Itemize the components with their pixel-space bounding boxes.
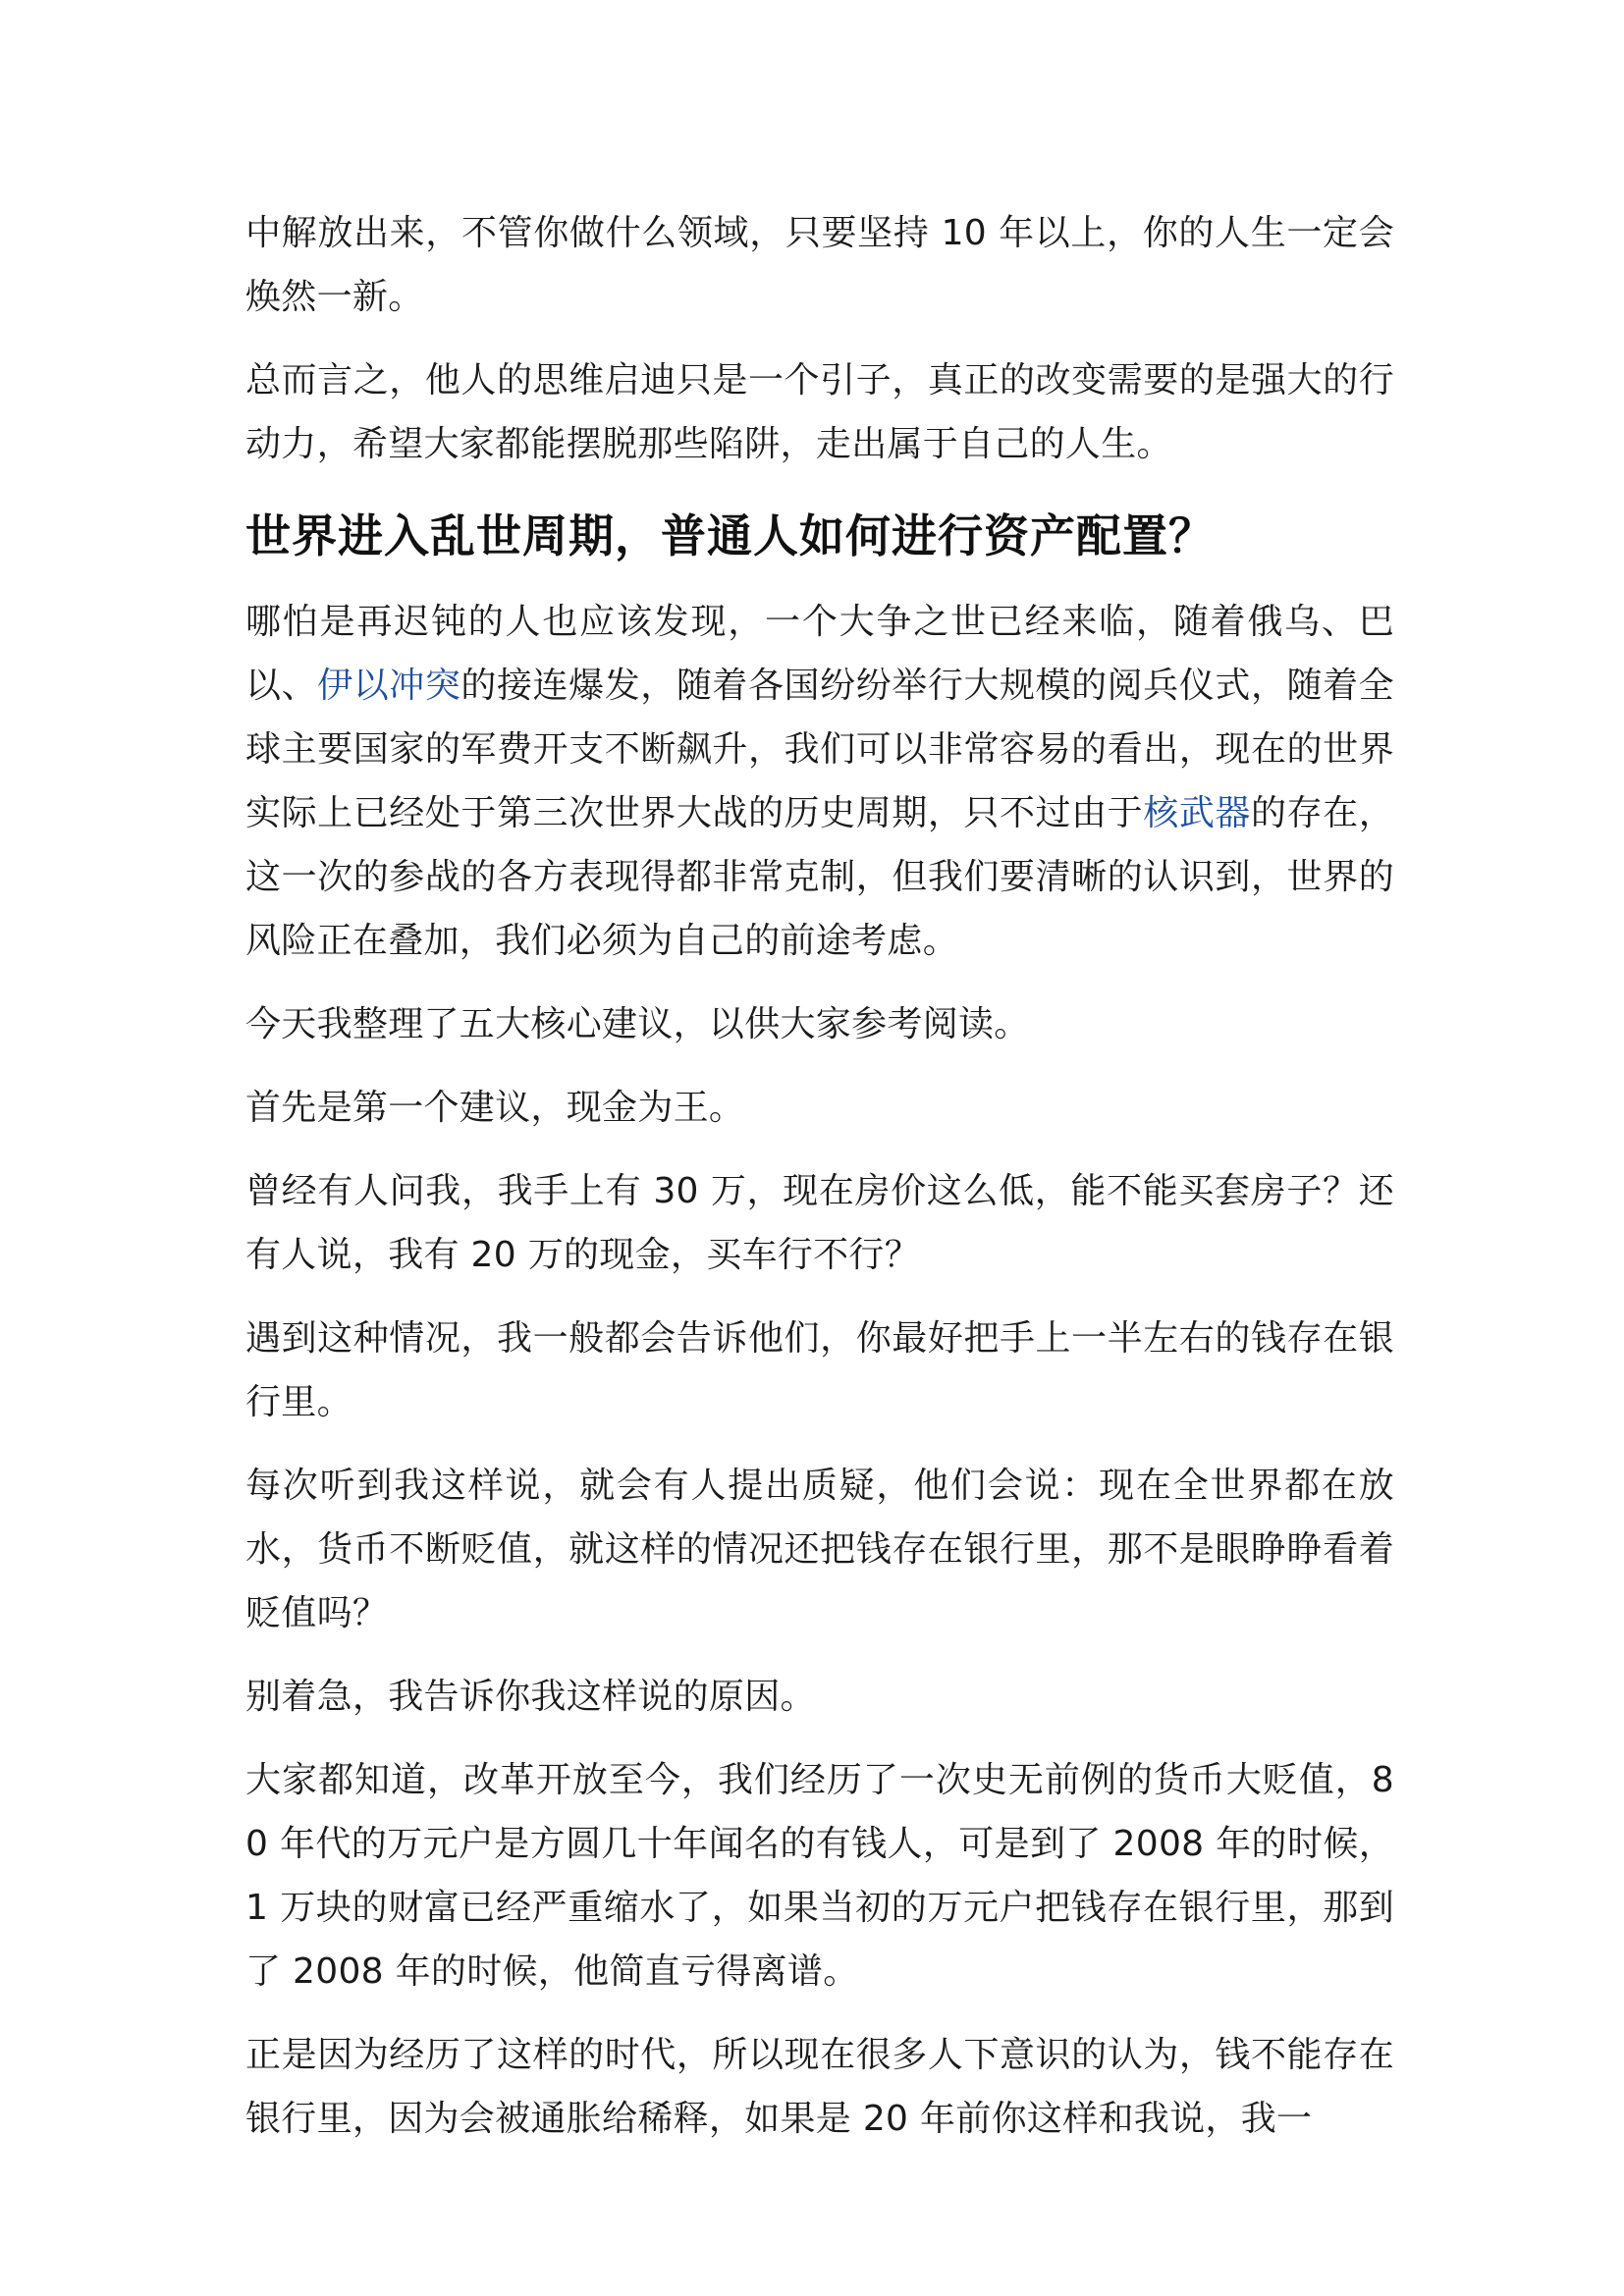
section-paragraph-4: 曾经有人问我，我手上有 30 万，现在房价这么低，能不能买套房子？还有人说，我有 20 万的现金，买车行不行？ bbox=[245, 1171, 1394, 1275]
paragraph-text: 哪怕是再迟钝的人也应该发现，一个大争之世已经来临，随着俄乌、巴以、 bbox=[245, 602, 1394, 706]
section-paragraph-9: 正是因为经历了这样的时代，所以现在很多人下意识的认为，钱不能存在银行里，因为会被通胀给稀释，如果是 20 年前你这样和我说，我一 bbox=[245, 2035, 1394, 2139]
section-paragraph-3: 首先是第一个建议，现金为王。 bbox=[245, 1088, 745, 1128]
link-nuclear-weapons[interactable]: 核武器 bbox=[1143, 793, 1251, 833]
section-paragraph-2: 今天我整理了五大核心建议，以供大家参考阅读。 bbox=[245, 1004, 1030, 1044]
section-paragraph-8: 大家都知道，改革开放至今，我们经历了一次史无前例的货币大贬值，80 年代的万元户是方圆几十年闻名的有钱人，可是到了 2008 年的时候，1 万块的财富已经严重缩水了，如果当初的万元户把钱存在银行里，那到了 2008 年的时候，他简直亏得离谱。 bbox=[245, 1760, 1394, 1992]
intro-paragraph-1: 中解放出来，不管你做什么领域，只要坚持 10 年以上，你的人生一定会焕然一新。 bbox=[245, 213, 1394, 317]
section-heading: 世界进入乱世周期，普通人如何进行资产配置？ bbox=[245, 509, 1215, 562]
section-paragraph-6: 每次听到我这样说，就会有人提出质疑，他们会说：现在全世界都在放水，货币不断贬值，就这样的情况还把钱存在银行里，那不是眼睁睁看着贬值吗？ bbox=[245, 1466, 1394, 1633]
intro-paragraph-2: 总而言之，他人的思维启迪只是一个引子，真正的改变需要的是强大的行动力，希望大家都能摆脱那些陷阱，走出属于自己的人生。 bbox=[245, 360, 1394, 464]
paragraph-text: 的接连爆发，随着各国纷纷举行大规模的阅兵仪式，随着全球主要国家的军费开支不断飙升，我们可以非常容易的看出，现在的世界实际上已经处于第三次世界大战的历史周期，只不过由于 bbox=[245, 666, 1394, 833]
section-paragraph-1 bbox=[245, 590, 1394, 973]
section-paragraph-7: 别着急，我告诉你我这样说的原因。 bbox=[245, 1677, 816, 1717]
text-column bbox=[245, 201, 1394, 2170]
paragraph-text: 的存在，这一次的参战的各方表现得都非常克制，但我们要清晰的认识到，世界的风险正在叠加，我们必须为自己的前途考虑。 bbox=[245, 793, 1394, 961]
link-iran-israel-conflict[interactable]: 伊以冲突 bbox=[317, 666, 461, 706]
section-paragraph-5: 遇到这种情况，我一般都会告诉他们，你最好把手上一半左右的钱存在银行里。 bbox=[245, 1318, 1394, 1422]
